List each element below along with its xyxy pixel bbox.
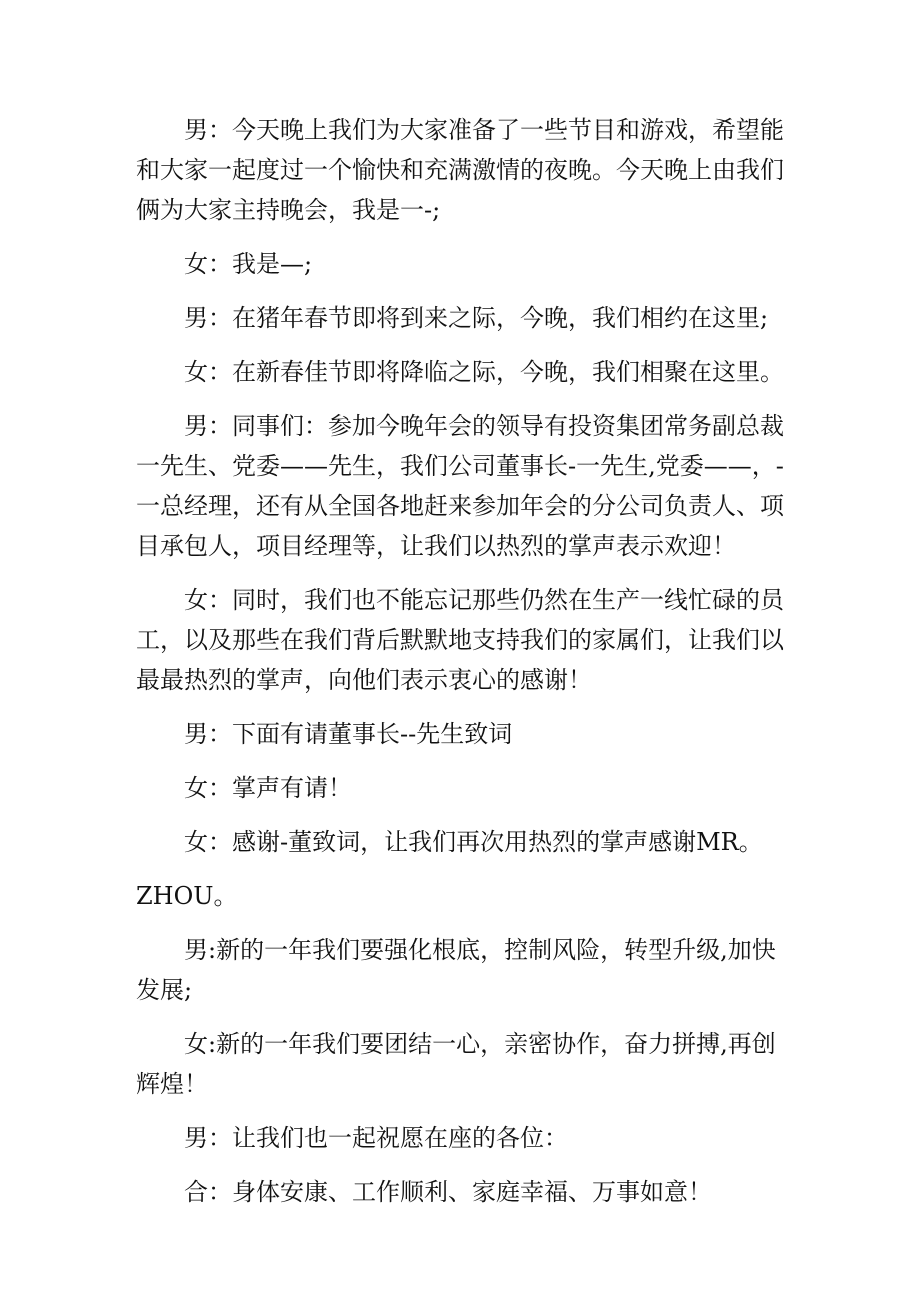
paragraph-zhou: ZHOU。 [136, 882, 238, 910]
paragraph-male-welcome: 男：同事们：参加今晚年会的领导有投资集团常务副总裁一先生、党委——先生，我们公司董事长-一先生,党委——，-一总经理，还有从全国各地赶来参加年会的分公司负责人、项目承包人，项目经理等，让我们以热烈的掌声表示欢迎！ [136, 412, 784, 560]
paragraph-female-applause: 女：掌声有请！ [184, 774, 352, 802]
paragraph-female-thanks: 女：同时，我们也不能忘记那些仍然在生产一线忙碌的员工，以及那些在我们背后默默地支持我们的家属们，让我们以最最热烈的掌声，向他们表示衷心的感谢！ [136, 586, 784, 694]
paragraph-male-meet: 男：在猪年春节即将到来之际，今晚，我们相约在这里; [184, 304, 769, 332]
document-body [136, 110, 792, 1226]
paragraph-female-new-year: 女:新的一年我们要团结一心，亲密协作，奋力拼搏,再创辉煌！ [136, 1030, 776, 1098]
paragraph-female-intro: 女：我是—; [184, 250, 313, 278]
paragraph-male-invite-speech: 男：下面有请董事长--先生致词 [184, 720, 513, 748]
paragraph-male-wishes: 男：让我们也一起祝愿在座的各位： [184, 1124, 568, 1152]
paragraph-female-thank-speech: 女：感谢-董致词，让我们再次用热烈的掌声感谢MR。 [184, 828, 763, 856]
paragraph-male-new-year: 男:新的一年我们要强化根底，控制风险，转型升级,加快发展; [136, 936, 776, 1004]
paragraph-together-blessing: 合：身体安康、工作顺利、家庭幸福、万事如意！ [184, 1178, 712, 1206]
paragraph-female-gather: 女：在新春佳节即将降临之际，今晚，我们相聚在这里。 [184, 358, 784, 386]
paragraph-host-opening: 男：今天晚上我们为大家准备了一些节目和游戏，希望能和大家一起度过一个愉快和充满激情的夜晚。今天晚上由我们俩为大家主持晚会，我是一-; [136, 116, 784, 224]
